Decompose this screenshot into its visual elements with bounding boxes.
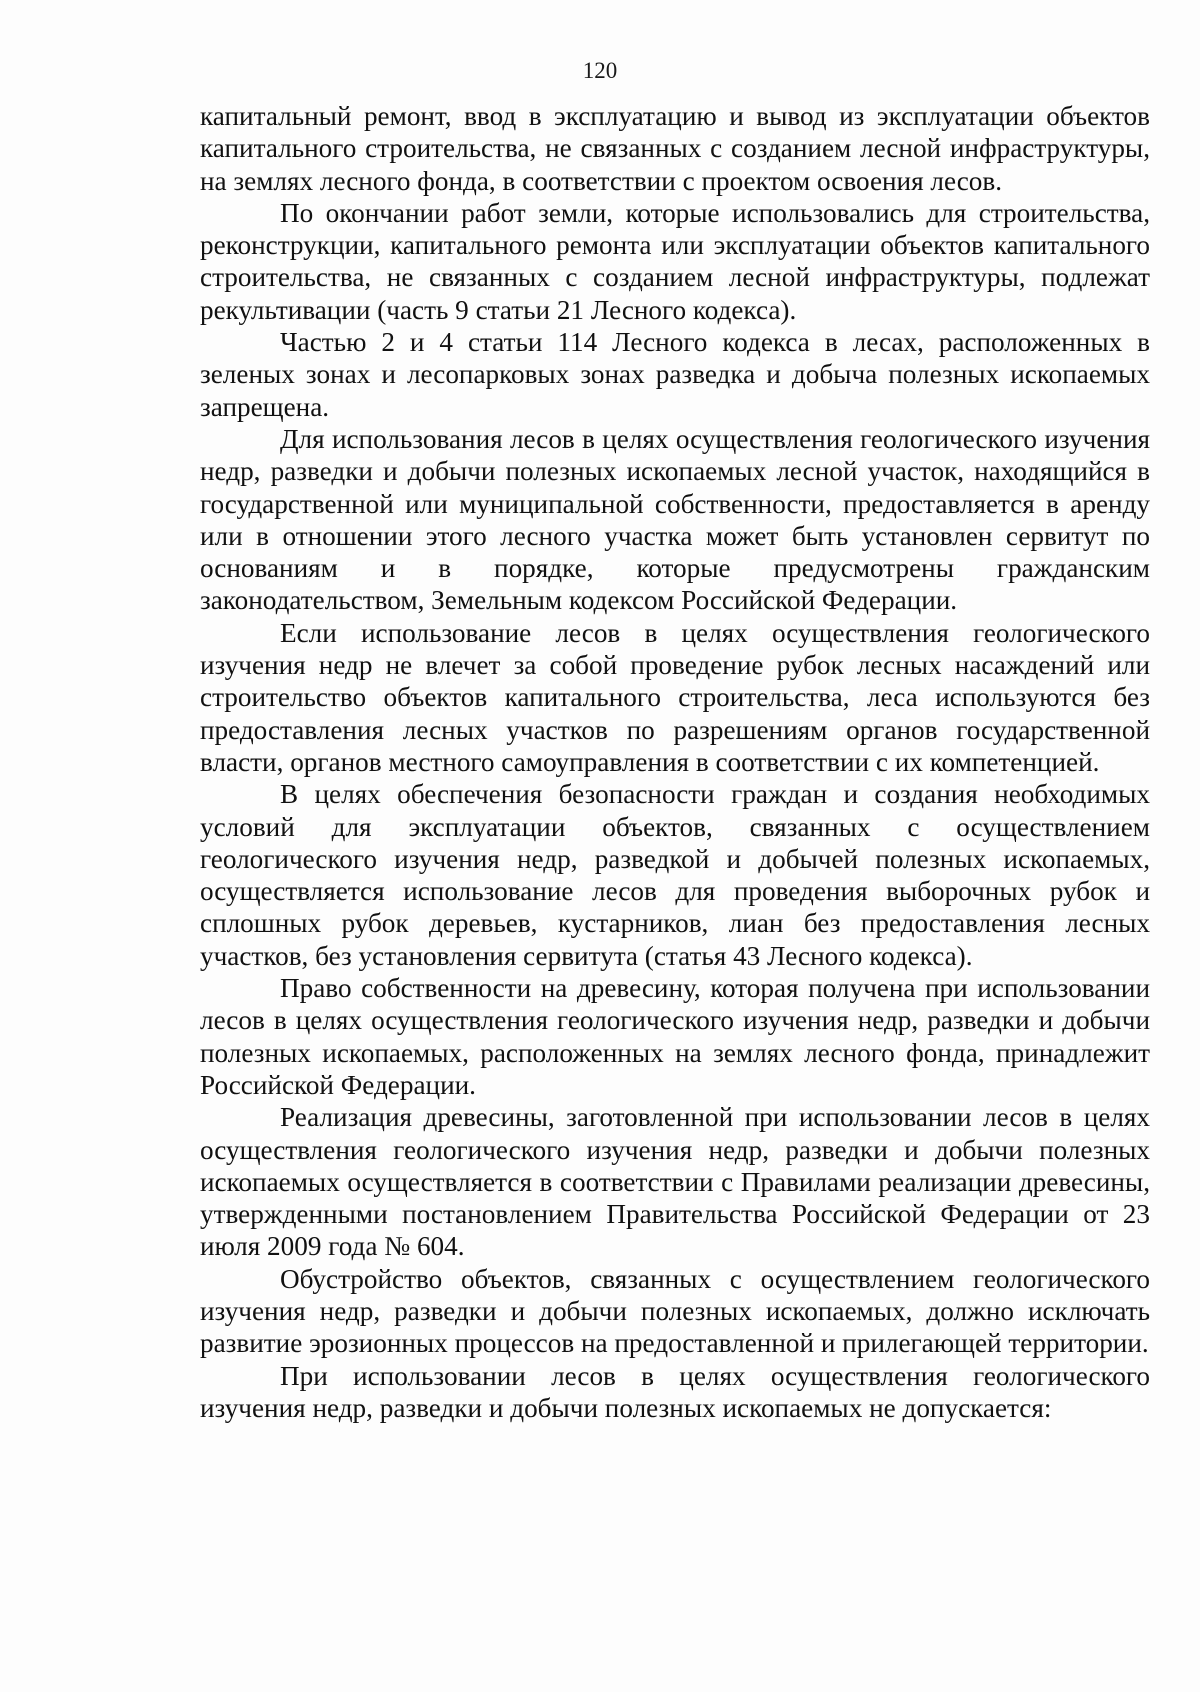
paragraph-5: Если использование лесов в целях осуществления геологического изучения недр не влечет за собой проведение рубок лесных насаждений или строительство объектов капитального строительства, леса используются без предоставления лесных участков по разрешениям органов государственной власти, органов местного самоуправления в соответствии с их компетенцией. xyxy=(200,617,1150,777)
paragraph-9: Обустройство объектов, связанных с осуществлением геологического изучения недр, разведки и добычи полезных ископаемых, должно исключать развитие эрозионных процессов на предоставленной и прилегающей территории. xyxy=(200,1263,1150,1359)
document-body xyxy=(200,100,1150,1424)
paragraph-6: В целях обеспечения безопасности граждан и создания необходимых условий для эксплуатации объектов, связанных с осуществлением геологического изучения недр, разведкой и добычей полезных ископаемых, осуществляется использование лесов для проведения выборочных рубок и сплошных рубок деревьев, кустарников, лиан без предоставления лесных участков, без установления сервитута (статья 43 Лесного кодекса). xyxy=(200,779,1150,971)
page-number: 120 xyxy=(582,58,618,83)
paragraph-2: По окончании работ земли, которые использовались для строительства, реконструкции, капитального ремонта или эксплуатации объектов капитального строительства, не связанных с созданием лесной инфраструктуры, подлежат рекультивации (часть 9 статьи 21 Лесного кодекса). xyxy=(200,197,1150,325)
paragraph-3: Частью 2 и 4 статьи 114 Лесного кодекса в лесах, расположенных в зеленых зонах и лесопарковых зонах разведка и добыча полезных ископаемых запрещена. xyxy=(200,327,1150,422)
paragraph-1: капитальный ремонт, ввод в эксплуатацию и вывод из эксплуатации объектов капитального строительства, не связанных с созданием лесной инфраструктуры, на землях лесного фонда, в соответствии с проектом освоения лесов. xyxy=(200,101,1150,196)
paragraph-8: Реализация древесины, заготовленной при использовании лесов в целях осуществления геологического изучения недр, разведки и добычи полезных ископаемых осуществляется в соответствии с Правилами реализации древесины, утвержденными постановлением Правительства Российской Федерации от 23 июля 2009 года № 604. xyxy=(200,1102,1150,1262)
paragraph-4: Для использования лесов в целях осуществления геологического изучения недр, разведки и добычи полезных ископаемых лесной участок, находящийся в государственной или муниципальной собственности, предоставляется в аренду или в отношении этого лесного участка может быть установлен сервитут по основаниям и в порядке, которые предусмотрены гражданским законодательством, Земельным кодексом Российской Федерации. xyxy=(200,423,1150,616)
paragraph-10: При использовании лесов в целях осуществления геологического изучения недр, разведки и добычи полезных ископаемых не допускается: xyxy=(200,1360,1150,1423)
paragraph-7: Право собственности на древесину, которая получена при использовании лесов в целях осуществления геологического изучения недр, разведки и добычи полезных ископаемых, расположенных на землях лесного фонда, принадлежит Российской Федерации. xyxy=(200,973,1150,1100)
